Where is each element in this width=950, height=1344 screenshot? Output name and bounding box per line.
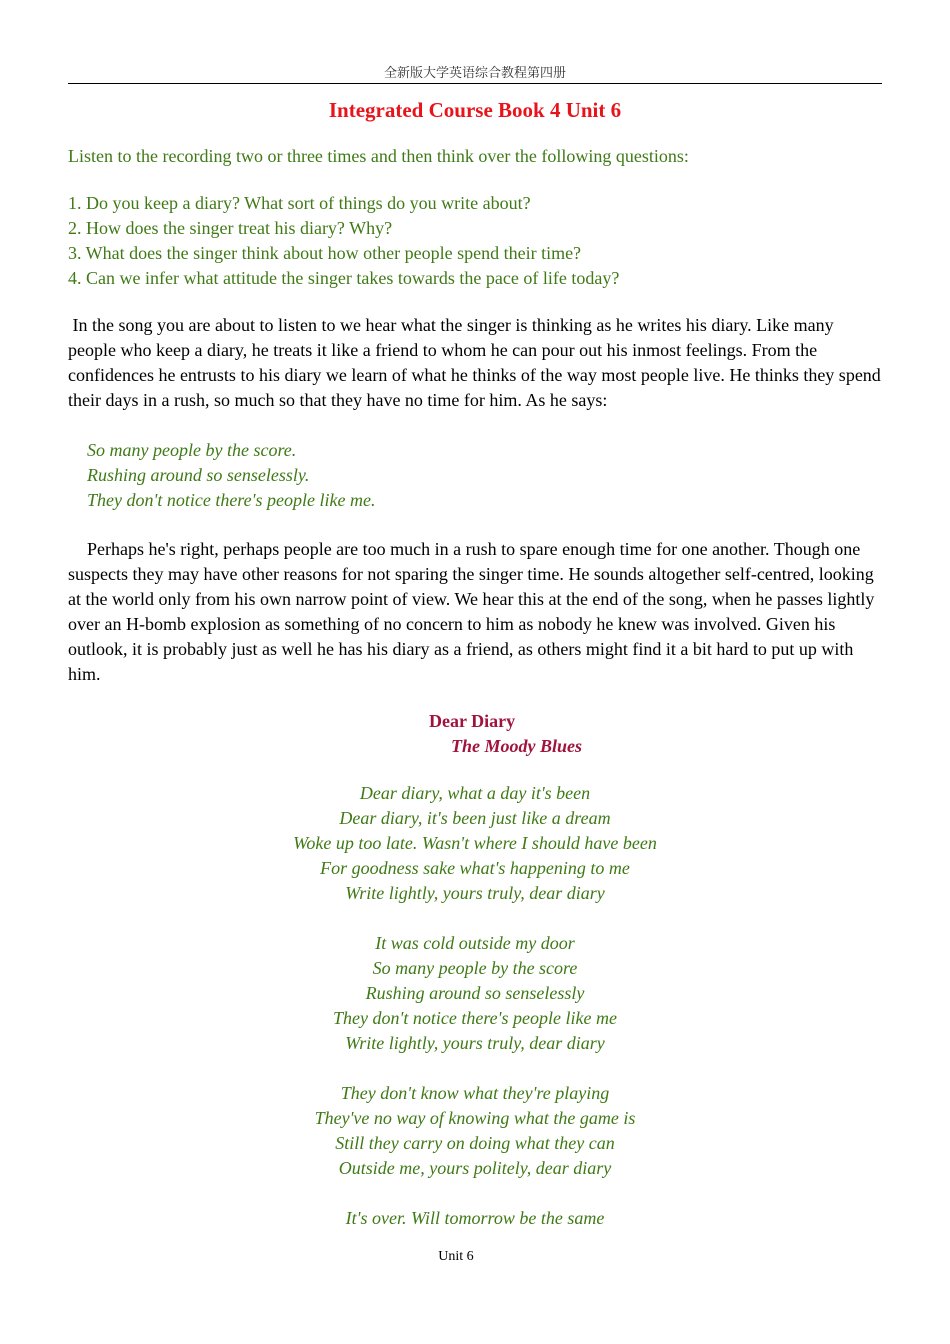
lyric-line: Woke up too late. Wasn't where I should have been bbox=[293, 833, 657, 853]
lyric-line: It was cold outside my door bbox=[375, 933, 575, 953]
lyric-line: Rushing around so senselessly bbox=[365, 983, 585, 1003]
quote-line: They don't notice there's people like me. bbox=[87, 490, 376, 510]
lyric-quote bbox=[87, 438, 901, 513]
lyric-line: Write lightly, yours truly, dear diary bbox=[345, 1033, 605, 1053]
lyric-stanza bbox=[68, 1081, 882, 1181]
song-artist: The Moody Blues bbox=[451, 736, 583, 756]
quote-line: So many people by the score. bbox=[87, 440, 297, 460]
lyric-line: They don't know what they're playing bbox=[340, 1083, 610, 1103]
question-item: 1. Do you keep a diary? What sort of things do you write about? bbox=[68, 193, 531, 213]
body-paragraph-2-text: Perhaps he's right, perhaps people are too much in a rush to spare enough time for one another. Though one suspects they may have other reasons for not sparing the singer time. He sounds altogether self-centred, looking at the world only from his own narrow point of view. We hear this at the end of the song, when he passes lightly over an H-bomb explosion as something of no concern to him as nobody he knew was involved. Given his outlook, it is probably just as well he has his diary as a friend, as others might find it a bit hard to put up with him. bbox=[68, 539, 875, 684]
lyric-line: Still they carry on doing what they can bbox=[335, 1133, 615, 1153]
header-divider bbox=[68, 83, 882, 84]
song-title: Dear Diary bbox=[429, 711, 516, 731]
question-item: 4. Can we infer what attitude the singer takes towards the pace of life today? bbox=[68, 268, 620, 288]
lyric-stanza bbox=[68, 781, 882, 906]
body-paragraph-2 bbox=[68, 537, 882, 687]
lyric-stanza bbox=[68, 931, 882, 1056]
body-paragraph-1: In the song you are about to listen to we hear what the singer is thinking as he writes his diary. Like many people who keep a diary, he treats it like a friend to whom he can pour out his inmost feelings. From the confidences he entrusts to his diary we learn of what he thinks of the way most people live. He thinks they spend their days in a rush, so much so that they have no time for him. As he says: bbox=[68, 315, 886, 410]
question-list bbox=[68, 191, 882, 291]
lyric-line: Write lightly, yours truly, dear diary bbox=[345, 883, 605, 903]
quote-line: Rushing around so senselessly. bbox=[87, 465, 310, 485]
question-item: 2. How does the singer treat his diary? Why? bbox=[68, 218, 393, 238]
lyric-line: Dear diary, it's been just like a dream bbox=[339, 808, 611, 828]
intro-instruction: Listen to the recording two or three times and then think over the following questions: bbox=[68, 146, 689, 166]
lyric-line: Outside me, yours politely, dear diary bbox=[338, 1158, 612, 1178]
lyric-line: They've no way of knowing what the game is bbox=[314, 1108, 636, 1128]
lyric-line: They don't notice there's people like me bbox=[333, 1008, 617, 1028]
running-header: 全新版大学英语综合教程第四册 bbox=[383, 66, 566, 81]
question-item: 3. What does the singer think about how other people spend their time? bbox=[68, 243, 582, 263]
song-lyrics bbox=[68, 781, 882, 1256]
lyric-line: So many people by the score bbox=[372, 958, 578, 978]
lyric-line: Dear diary, what a day it's been bbox=[359, 783, 591, 803]
lyric-line: For goodness sake what's happening to me bbox=[320, 858, 630, 878]
page-title: Integrated Course Book 4 Unit 6 bbox=[328, 98, 622, 122]
lyric-line: It's over. Will tomorrow be the same bbox=[345, 1208, 605, 1228]
page-footer: Unit 6 bbox=[438, 1249, 474, 1264]
lyric-stanza bbox=[68, 1206, 882, 1231]
